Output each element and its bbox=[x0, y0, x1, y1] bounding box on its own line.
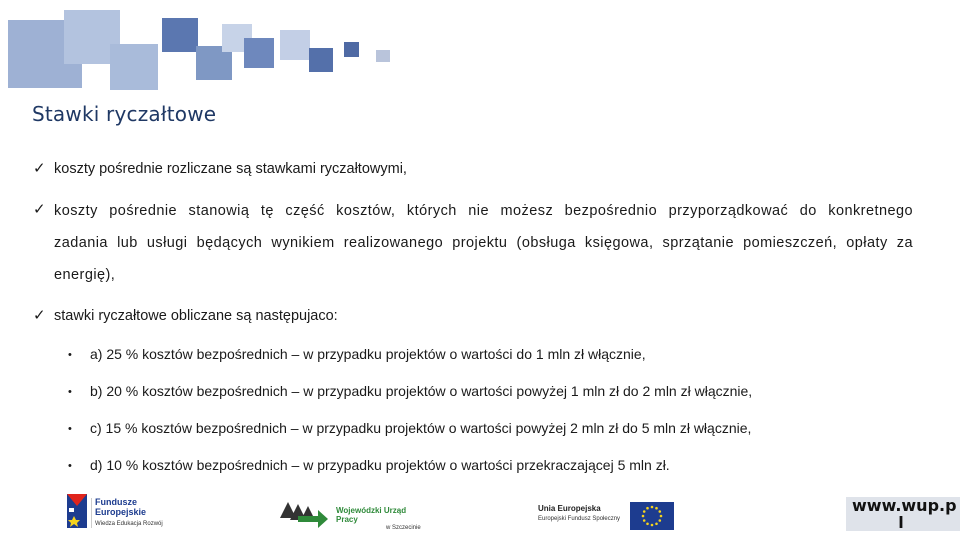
bullet-icon: • bbox=[68, 460, 72, 472]
bullet-icon: • bbox=[68, 349, 72, 361]
check-item-text: stawki ryczałtowe obliczane są następujaco: bbox=[54, 308, 338, 324]
fe-logo-line3: Wiedza Edukacja Rozwój bbox=[95, 521, 163, 527]
check-item-text: koszty pośrednie stanowią tę część kosztów, których nie możesz bezpośrednio przyporządkować do konkretnego zadania lub usługi będących wynikiem realizowanego projektu (obsługa księgowa, sprzątanie pomieszczeń, opłaty za energię), bbox=[54, 203, 913, 283]
rate-item bbox=[68, 381, 752, 402]
rate-item-text: a) 25 % kosztów bezpośrednich – w przypadku projektów o wartości do 1 mln zł włącznie, bbox=[90, 346, 646, 362]
deco-square bbox=[162, 18, 198, 52]
checkmark-icon: ✓ bbox=[33, 160, 46, 177]
fe-logo-line1: Fundusze bbox=[95, 497, 137, 507]
eu-logo-line1: Unia Europejska bbox=[538, 504, 601, 513]
fundusze-europejskie-logo bbox=[65, 492, 175, 534]
check-item bbox=[33, 154, 913, 184]
check-item bbox=[33, 195, 913, 291]
check-item bbox=[33, 301, 913, 331]
wup-logo bbox=[278, 496, 428, 530]
fe-logo-line2: Europejskie bbox=[95, 507, 147, 517]
wup-logo-line2: w Szczecinie bbox=[386, 525, 421, 531]
rate-item bbox=[68, 455, 670, 476]
rate-item-text: b) 20 % kosztów bezpośrednich – w przypadku projektów o wartości powyżej 1 mln zł do 2 mln zł włącznie, bbox=[90, 383, 753, 399]
rate-item-text: d) 10 % kosztów bezpośrednich – w przypadku projektów o wartości przekraczającej 5 mln zł. bbox=[90, 457, 670, 473]
wup-logo-line1: Wojewódzki Urząd Pracy bbox=[336, 506, 407, 524]
wup-logo-icon bbox=[278, 496, 330, 528]
checkmark-icon: ✓ bbox=[33, 307, 46, 324]
slide-title: Stawki ryczałtowe bbox=[32, 102, 217, 126]
deco-square bbox=[344, 42, 359, 57]
eu-flag-icon bbox=[630, 502, 674, 530]
rate-item bbox=[68, 344, 646, 365]
deco-square bbox=[244, 38, 274, 68]
deco-square bbox=[110, 44, 158, 90]
website-text-line2: l bbox=[898, 513, 904, 532]
bullet-icon: • bbox=[68, 423, 72, 435]
website-text-line1: www.wup.p bbox=[852, 496, 957, 515]
rate-item bbox=[68, 418, 751, 439]
check-item-text: koszty pośrednie rozliczane są stawkami ryczałtowymi, bbox=[54, 161, 407, 177]
checkmark-icon: ✓ bbox=[33, 201, 46, 218]
rate-item-text: c) 15 % kosztów bezpośrednich – w przypadku projektów o wartości powyżej 2 mln zł do 5 mln zł włącznie, bbox=[90, 420, 752, 436]
deco-square bbox=[309, 48, 333, 72]
website-link[interactable] bbox=[846, 497, 960, 531]
eu-logo-line2: Europejski Fundusz Społeczny bbox=[538, 516, 621, 522]
deco-square bbox=[376, 50, 390, 62]
deco-square bbox=[280, 30, 310, 60]
eu-logo bbox=[538, 498, 676, 532]
bullet-icon: • bbox=[68, 386, 72, 398]
